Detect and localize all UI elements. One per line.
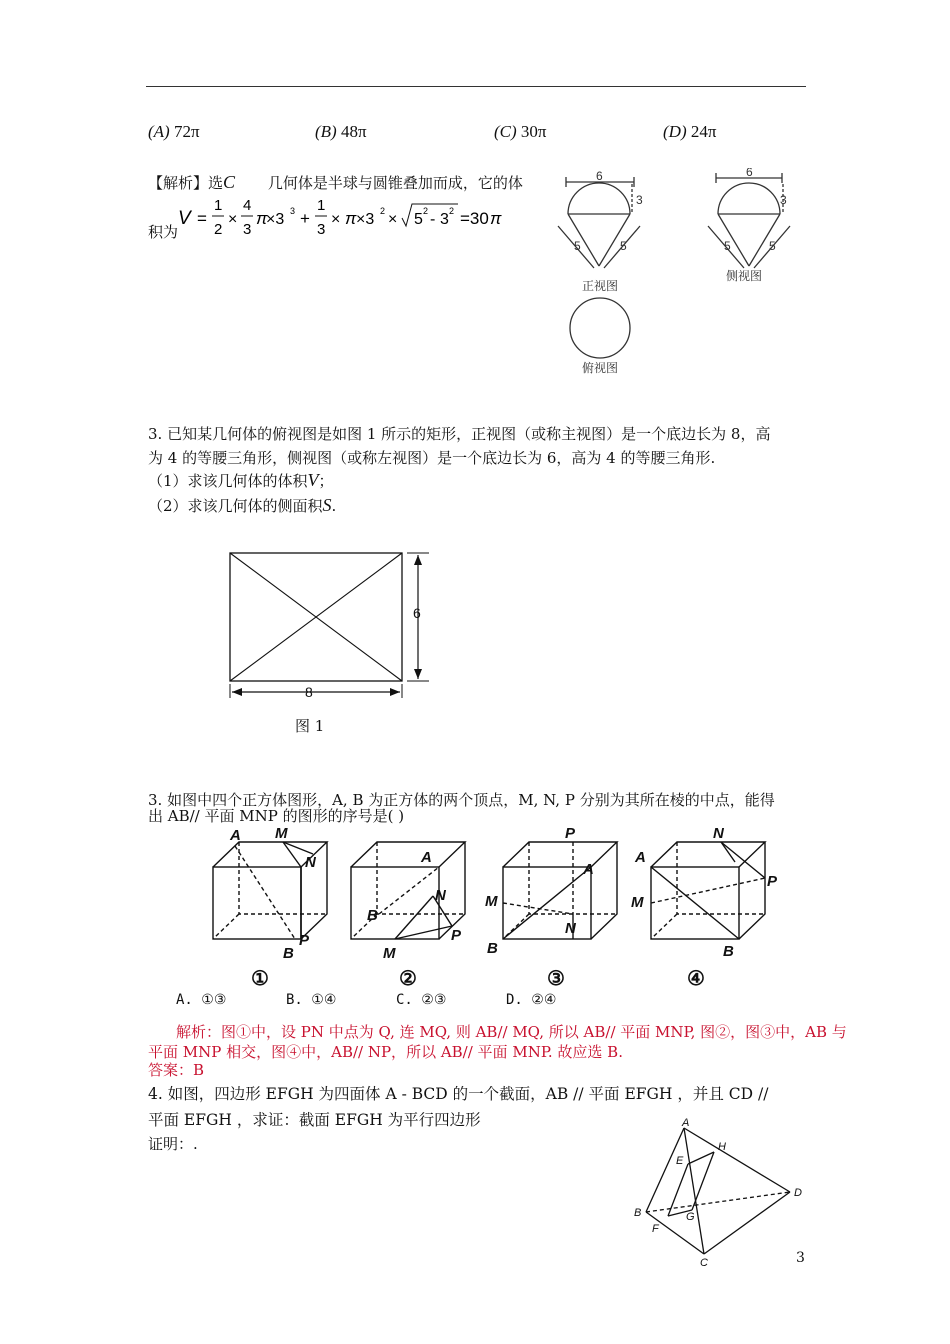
svg-text:P: P xyxy=(299,932,310,949)
svg-text:M: M xyxy=(485,893,498,910)
side-view-label: 侧视图 xyxy=(726,269,763,283)
svg-text:π: π xyxy=(256,209,268,228)
svg-text:B: B xyxy=(634,1207,642,1219)
q3a-line1: 3. 已知某几何体的俯视图是如图 1 所示的矩形，正视图（或称主视图）是一个底边长为 8，高 xyxy=(148,425,771,443)
q3b-option-d: D. ②④ xyxy=(506,992,557,1008)
svg-text:+: + xyxy=(300,209,310,228)
svg-text:A: A xyxy=(682,1117,690,1129)
side-dim-width: 6 xyxy=(746,168,753,179)
q3b-option-c: C. ②③ xyxy=(396,992,447,1008)
svg-text:3: 3 xyxy=(290,206,296,216)
q3b-solution-line2: 平面 MNP 相交，图④中，AB// NP，所以 AB// 平面 MNP. 故应选 B. xyxy=(148,1043,623,1061)
top-view xyxy=(570,298,630,358)
q4-line1: 4. 如图，四边形 EFGH 为四面体 A - BCD 的一个截面，AB // 平面 EFGH ，并且 CD // xyxy=(148,1085,769,1103)
svg-text:P: P xyxy=(451,927,462,944)
top-view-label: 俯视图 xyxy=(582,361,619,375)
three-view-figure xyxy=(556,168,796,383)
dim-width-label: 8 xyxy=(305,684,313,700)
cube-2 xyxy=(351,842,465,939)
front-dim-slant-left: 5 xyxy=(574,239,581,253)
svg-text:G: G xyxy=(686,1211,695,1223)
q2-solution-line1: 【解析】选C 几何体是半球与圆锥叠加而成，它的体 xyxy=(148,172,523,192)
q3a-part1: （1）求该几何体的体积V； xyxy=(148,470,334,490)
svg-text:A: A xyxy=(583,861,594,878)
option-b: (B) 48π xyxy=(315,122,367,141)
svg-text:B: B xyxy=(487,940,498,957)
svg-text:N: N xyxy=(305,854,316,871)
svg-text:D: D xyxy=(794,1187,802,1199)
svg-text:3: 3 xyxy=(440,211,449,228)
svg-text:=: = xyxy=(197,209,207,228)
svg-text:F: F xyxy=(652,1223,659,1235)
svg-text:2: 2 xyxy=(423,206,429,216)
side-dim-slant-right: 5 xyxy=(769,239,776,253)
volume-formula xyxy=(176,192,516,248)
q4-proof: 证明：. xyxy=(148,1135,198,1153)
q3b-option-a: A. ①③ xyxy=(176,992,227,1008)
front-view xyxy=(558,177,640,268)
svg-text:P: P xyxy=(565,825,576,842)
front-dim-slant-right: 5 xyxy=(620,239,627,253)
q3b-line1: 3. 如图中四个正方体图形，A, B 为正方体的两个顶点，M, N, P 分别为其所在棱的中点，能得 xyxy=(148,791,775,809)
svg-text:2: 2 xyxy=(449,206,455,216)
svg-text:M: M xyxy=(631,894,644,911)
svg-text:3: 3 xyxy=(317,221,326,238)
cube-4 xyxy=(651,842,765,939)
option-a: (A) 72π xyxy=(148,122,200,141)
front-dim-width: 6 xyxy=(596,169,603,183)
option-d: (D) 24π xyxy=(663,122,717,141)
q3b-solution-line1: 解析：图①中，设 PN 中点为 Q, 连 MQ, 则 AB// MQ, 所以 AB// 平面 MNP, 图②，图③中，AB 与 xyxy=(176,1023,847,1041)
side-dim-height: 3 xyxy=(780,193,787,207)
cube-number-3: ③ xyxy=(547,968,565,990)
cube-number-1: ① xyxy=(251,968,269,990)
svg-text:3: 3 xyxy=(243,221,252,238)
svg-text:×: × xyxy=(388,211,398,228)
svg-text:5: 5 xyxy=(414,211,423,228)
svg-text:E: E xyxy=(676,1155,684,1167)
svg-text:2: 2 xyxy=(214,221,223,238)
side-dim-slant-left: 5 xyxy=(724,239,731,253)
svg-text:N: N xyxy=(713,825,724,842)
svg-text:-: - xyxy=(430,211,436,228)
svg-text:P: P xyxy=(767,873,778,890)
q4-line2: 平面 EFGH ，求证：截面 EFGH 为平行四边形 xyxy=(148,1111,481,1129)
svg-text:A: A xyxy=(635,849,646,866)
side-view xyxy=(708,173,790,268)
svg-text:B: B xyxy=(367,907,378,924)
front-dim-height: 3 xyxy=(636,193,643,207)
q3b-option-b: B. ①④ xyxy=(286,992,337,1008)
svg-text:×3: ×3 xyxy=(266,211,285,228)
dim-height-label: 6 xyxy=(413,605,421,621)
q3a-part2: （2）求该几何体的侧面积S. xyxy=(148,495,337,515)
figure-1-rectangle xyxy=(225,550,440,710)
svg-text:M: M xyxy=(383,945,396,962)
svg-text:M: M xyxy=(275,825,288,842)
svg-text:×: × xyxy=(228,211,238,228)
svg-text:A: A xyxy=(421,849,432,866)
option-c: (C) 30π xyxy=(494,122,547,141)
tetrahedron-figure xyxy=(628,1116,818,1268)
svg-text:2: 2 xyxy=(380,206,386,216)
svg-text:H: H xyxy=(718,1141,726,1153)
svg-text:B: B xyxy=(283,945,294,962)
svg-text:π: π xyxy=(345,209,357,228)
svg-text:4: 4 xyxy=(243,197,252,214)
cube-number-2: ② xyxy=(399,968,417,990)
front-view-label: 正视图 xyxy=(582,279,619,293)
svg-text:V: V xyxy=(178,208,191,229)
header-rule xyxy=(146,86,806,87)
svg-text:=30: =30 xyxy=(460,209,489,228)
q2-solution-line2: 积为 xyxy=(148,223,179,241)
four-cubes-figure xyxy=(205,822,785,992)
cube-number-4: ④ xyxy=(687,968,705,990)
q3b-line2: 出 AB// 平面 MNP 的图形的序号是( ) xyxy=(148,807,405,825)
cube-3 xyxy=(503,842,617,939)
svg-text:N: N xyxy=(565,920,576,937)
svg-text:π: π xyxy=(490,209,502,228)
svg-text:×3: ×3 xyxy=(356,211,375,228)
svg-text:C: C xyxy=(700,1257,708,1268)
q3b-answer: 答案：B xyxy=(148,1061,205,1079)
figure-1-caption: 图 1 xyxy=(295,717,325,735)
svg-text:N: N xyxy=(435,887,446,904)
svg-text:×: × xyxy=(331,211,341,228)
q3a-line2: 为 4 的等腰三角形，侧视图（或称左视图）是一个底边长为 6，高为 4 的等腰三角形. xyxy=(148,449,716,467)
svg-text:A: A xyxy=(230,827,241,844)
svg-text:1: 1 xyxy=(214,197,223,214)
svg-text:B: B xyxy=(723,943,734,960)
page-number: 3 xyxy=(796,1250,805,1266)
svg-text:1: 1 xyxy=(317,197,326,214)
